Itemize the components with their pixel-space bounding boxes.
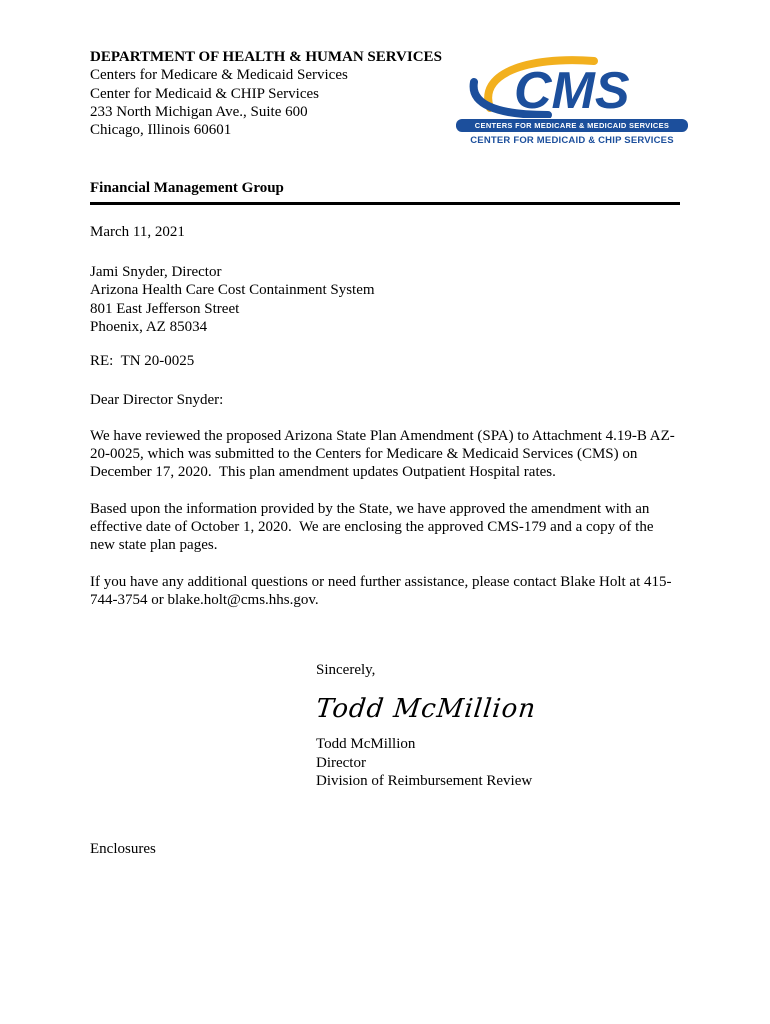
enclosures-line: Enclosures xyxy=(90,841,156,858)
body-paragraph-2: Based upon the information provided by the State, we have approved the amendment with an effective date of October 1, 2020. We are enclosing the approved CMS-179 and a copy of the new state plan pages. xyxy=(90,500,658,554)
cms-logo-graphic xyxy=(456,52,688,118)
signer-division: Division of Reimbursement Review xyxy=(316,772,533,789)
signature-block xyxy=(316,661,680,790)
re-line: RE: TN 20-0025 xyxy=(90,353,195,370)
sender-line-city: Chicago, Illinois 60601 xyxy=(90,122,232,139)
cms-logo xyxy=(456,52,688,147)
group-heading: Financial Management Group xyxy=(90,179,680,204)
logo-tagline-top: CENTERS FOR MEDICARE & MEDICAID SERVICES xyxy=(456,119,688,132)
recipient-city: Phoenix, AZ 85034 xyxy=(90,318,208,335)
sender-line-agency: Centers for Medicare & Medicaid Services xyxy=(90,67,348,84)
body-paragraph-3: If you have any additional questions or need further assistance, please contact Blake Holt at 415-744-3754 or blake.holt@cms.hhs.gov. xyxy=(90,573,672,608)
signature-handwriting: Todd McMillion xyxy=(314,693,538,724)
signer-title: Director xyxy=(316,754,366,771)
date-line: March 11, 2021 xyxy=(90,223,185,240)
recipient-name: Jami Snyder, Director xyxy=(90,264,222,281)
signer-name: Todd McMillion xyxy=(316,736,416,753)
closing: Sincerely, xyxy=(316,662,376,679)
sender-line-street: 233 North Michigan Ave., Suite 600 xyxy=(90,103,308,120)
recipient-org: Arizona Health Care Cost Containment System xyxy=(90,282,375,299)
cms-acronym: CMS xyxy=(514,62,630,118)
salutation: Dear Director Snyder: xyxy=(90,391,224,408)
letter-header xyxy=(90,48,680,147)
logo-tagline-bottom: CENTER FOR MEDICAID & CHIP SERVICES xyxy=(470,135,674,147)
department-name: DEPARTMENT OF HEALTH & HUMAN SERVICES xyxy=(90,49,442,65)
body-paragraph-1: We have reviewed the proposed Arizona State Plan Amendment (SPA) to Attachment 4.19-B AZ-20-0025, which was submitted to the Centers for Medicare & Medicaid Services (CMS) on December 17, 2020. This plan amendment updates Outpatient Hospital rates. xyxy=(90,427,675,481)
recipient-street: 801 East Jefferson Street xyxy=(90,300,240,317)
sender-line-center: Center for Medicaid & CHIP Services xyxy=(90,85,319,102)
recipient-block xyxy=(90,263,680,336)
